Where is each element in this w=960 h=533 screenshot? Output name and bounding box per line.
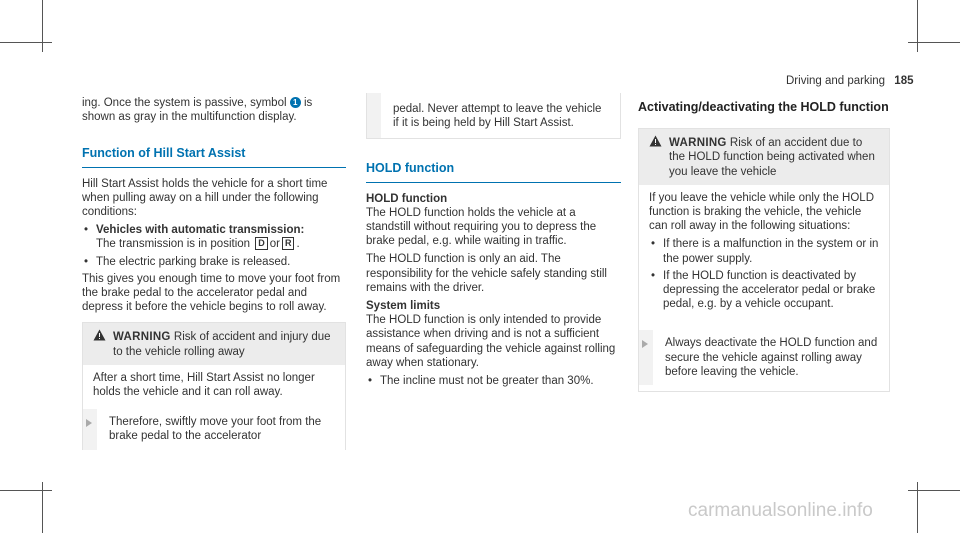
warning-title: Risk of an accident due to the HOLD function being activated when you leave the vehicle [669,137,875,178]
gear-r-icon: R [282,237,295,250]
warning-triangle-icon [649,135,662,147]
hill-start-para1: Hill Start Assist holds the vehicle for a short time when pulling away on a hill under the following conditions: [82,177,328,219]
crop-mark [917,482,918,533]
action-text: pedal. Never attempt to leave the vehicle if it is being held by Hill Start Assist. [393,103,602,130]
watermark: carmanualsonline.info [688,500,873,521]
page-header [786,75,913,87]
warning-word: WARNING [113,331,171,344]
action-text: Always deactivate the HOLD function and secure the vehicle against rolling away before leaving the vehicle. [665,337,878,378]
warning-box [82,322,346,449]
column-2 [366,93,621,391]
warning-body: If you leave the vehicle while only the HOLD function is braking the vehicle, the vehicle can roll away in the following situations: • If there is a malfunction in the system or in the power supply. • If the HOLD function is deactivated by depressing the accelerator pedal or brake pedal, e.g. by a vehicle occupant. [639,185,889,319]
crop-mark [42,482,43,533]
column-3 [638,100,890,392]
action-text: Therefore, swiftly move your foot from the brake pedal to the accelerator [109,416,322,443]
column-1 [82,96,346,456]
hill-start-para2: This gives you enough time to move your foot from the brake pedal to the accelerator pedal and depress it before the vehicle begins to roll away. [82,272,341,314]
warning-header [83,323,345,364]
action-step [639,330,889,385]
section-title-hold: HOLD function [366,161,621,182]
action-step-continued [366,93,621,139]
arrow-right-icon [642,340,648,348]
hold-para1: The HOLD function holds the vehicle at a standstill without requiring you to depress the brake pedal, e.g. while waiting in traffic. [366,206,597,248]
symbol-1-icon: 1 [290,97,301,108]
warning-triangle-icon [93,329,106,341]
crop-mark [908,42,960,43]
warning-box [638,128,890,392]
section-title-hill-start: Function of Hill Start Assist [82,146,346,167]
warning-header [639,129,889,185]
subheading-system-limits: System limits [366,300,441,313]
hold-para3: The HOLD function is only intended to provide assistance when driving and is not a sufficient means of safeguarding the vehicle against rolling away when stationary. [366,314,616,369]
crop-mark [42,0,43,52]
warning-body: After a short time, Hill Start Assist no longer holds the vehicle and it can roll away. [93,371,315,399]
action-step [83,409,345,449]
list-item: • Vehicles with automatic transmission: The transmission is in position D or R . [82,223,346,251]
intro-paragraph: ing. Once the system is passive, symbol 1 is shown as gray in the multifunction display. [82,97,313,124]
warning-title: Risk of accident and injury due to the vehicle rolling away [113,331,331,358]
crop-mark [917,0,918,52]
section-heading-activating: Activating/deactivating the HOLD function [638,100,889,114]
list-item: • The electric parking brake is released. [82,255,346,269]
subheading-hold: HOLD function [366,192,448,205]
gear-d-icon: D [255,237,268,250]
crop-mark [0,490,52,491]
arrow-right-icon [86,419,92,427]
page-number: 185 [894,75,914,87]
hold-para2: The HOLD function is only an aid. The responsibility for the vehicle safely standing still remains with the driver. [366,253,607,294]
list-item: • If the HOLD function is deactivated by depressing the accelerator pedal or brake pedal, e.g. by a vehicle occupant. [649,269,879,312]
crop-mark [0,42,52,43]
list-item: • If there is a malfunction in the system or in the power supply. [649,237,879,265]
crop-mark [908,490,960,491]
header-section: Driving and parking [786,75,886,87]
warning-word: WARNING [669,137,727,150]
list-item: • The incline must not be greater than 30%. [366,374,621,388]
